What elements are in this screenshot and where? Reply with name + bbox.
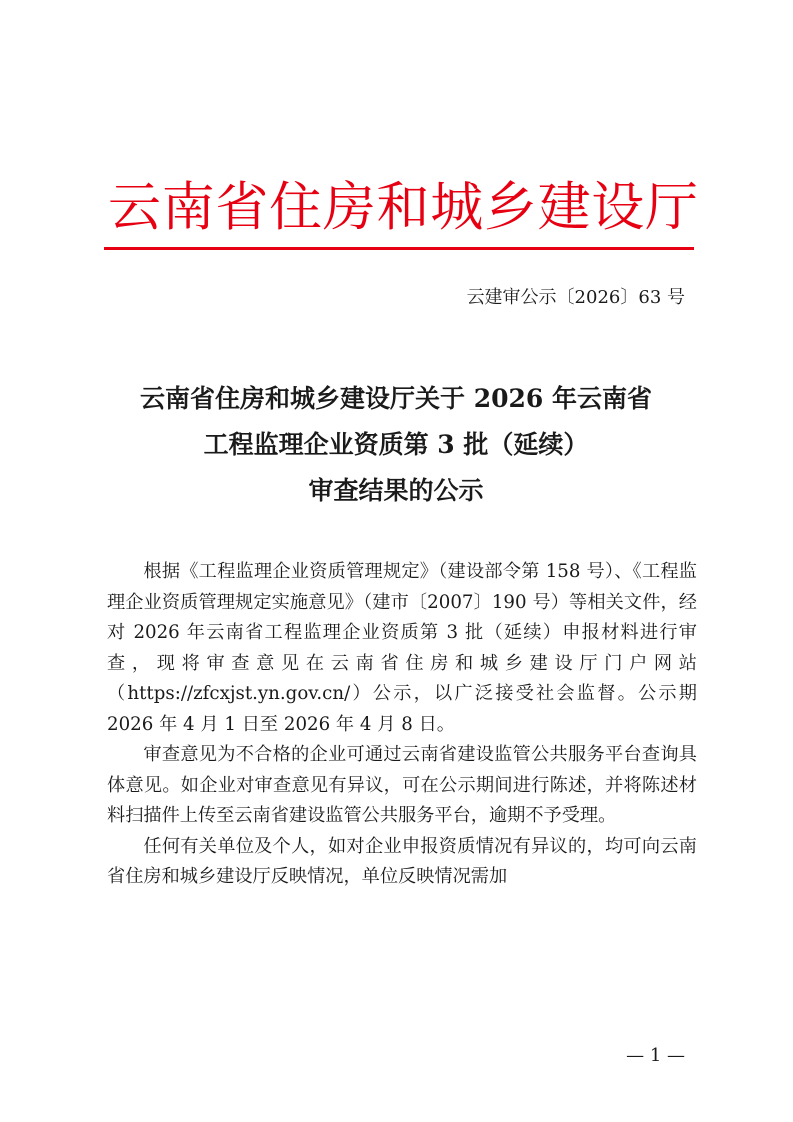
agency-masthead: 云南省住房和城乡建设厅 xyxy=(108,177,698,238)
title-line-1: 云南省住房和城乡建设厅关于 2026 年云南省 xyxy=(140,384,652,413)
page-number: — 1 — xyxy=(626,1045,685,1066)
document-body xyxy=(107,557,697,893)
masthead-red-rule xyxy=(104,247,694,250)
document-number: 云建审公示〔2026〕63 号 xyxy=(466,287,685,308)
body-paragraph-2: 审查意见为不合格的企业可通过云南省建设监管公共服务平台查询具体意见。如企业对审查意见有异议，可在公示期间进行陈述，并将陈述材料扫描件上传至云南省建设监管公共服务平台，逾期不予受理。 xyxy=(107,744,697,826)
title-line-2: 工程监理企业资质第 3 批（延续） xyxy=(203,430,589,459)
document-title xyxy=(96,376,696,514)
body-paragraph-1: 根据《工程监理企业资质管理规定》（建设部令第 158 号）、《工程监理企业资质管理规定实施意见》（建市〔2007〕190 号）等相关文件，经对 2026 年云南省工程监理企业资质第 3 批（延续）申报材料进行审查，现将审查意见在云南省住房和城乡建设厅门户网站（https://zfcxjst.yn.gov.cn/）公示，以广泛接受社会监督。公示期 2026 年 4 月 1 日至 2026 年 4 月 8 日。 xyxy=(107,561,697,735)
title-line-3: 审查结果的公示 xyxy=(308,476,484,505)
body-paragraph-3: 任何有关单位及个人，如对企业申报资质情况有异议的，均可向云南省住房和城乡建设厅反映情况，单位反映情况需加 xyxy=(107,835,697,887)
